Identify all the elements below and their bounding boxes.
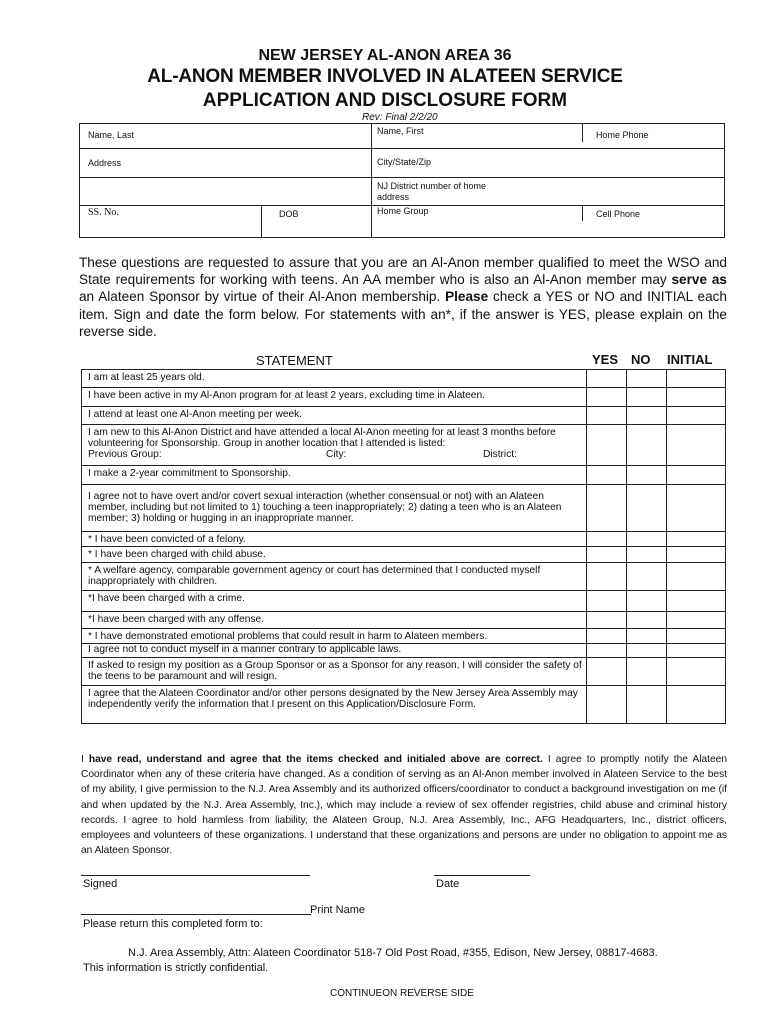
applicant-info-table [79,123,725,238]
dob-field[interactable]: DOB [279,209,299,219]
statement-row: I make a 2-year commitment to Sponsorship. [82,465,587,484]
city-state-zip-field[interactable]: City/State/Zip [377,157,432,167]
signed-label: Signed [83,878,118,890]
statement-row: I agree not to conduct myself in a manner contrary to applicable laws. [82,643,587,657]
statement-row: I am at least 25 years old. [88,372,205,383]
statement-row: I agree that the Alateen Coordinator and/or other persons designated by the New Jersey Area Assembly may independently verify the information that I present on this Application/Disclosure Form. [82,685,587,725]
print-name-line[interactable] [81,914,311,915]
statement-row: * I have demonstrated emotional problems that could result in harm to Alateen members. [82,628,587,643]
revision-note: Rev: Final 2/2/20 [362,112,438,123]
statement-row: If asked to resign my position as a Group Sponsor or as a Sponsor for any reason, I will consider the safety of the teens to be paramount and will resign. [82,657,587,685]
previous-group-line [88,449,583,460]
statements-table [81,369,586,724]
answer-grid[interactable] [586,369,726,724]
statement-row: *I have been charged with any offense. [82,611,587,628]
previous-group-city-label: City: [326,449,347,460]
agreement-paragraph: I have read, understand and agree that the items checked and initialed above are correct. I agree to promptly notify the Alateen Coordinator when any of these criteria have changed. As a condition of serving as an Al-Anon member involved in Alateen Service to the best of my ability, I give permission to the N.J. Area Assembly and its authorized officers/coordinator to conduct a background investigation on me (if and when updated by the N.J. Area Assembly, Inc.), which may include a review of sex offender registries, child abuse and criminal history records. I agree to hold harmless from liability, the Alateen Group, N.J. Area Assembly, Inc., AFG Headquarters, Inc., district officers, employees and volunteers of these organizations. I understand that these organizations and persons are under no obligation to appoint me as an Alateen Sponsor. [81,754,727,857]
statement-row: * I have been convicted of a felony. [82,531,587,546]
name-first-field[interactable]: Name, First [377,126,424,136]
statement-column-header: STATEMENT [256,353,333,368]
return-address: N.J. Area Assembly, Attn: Alateen Coordinator 518-7 Old Post Road, #355, Edison, New Jersey, 08817-4683. [128,947,658,959]
yes-column-header: YES [592,352,619,367]
previous-group-label: Previous Group: [88,449,162,460]
area-title: NEW JERSEY AL-ANON AREA 36 [258,47,512,64]
instructions-paragraph: These questions are requested to assure that you are an Al-Anon member qualified to meet the WSO and State requirements for working with teens. An AA member who is also an Al-Anon member may serve as an Alateen Sponsor by virtue of their Al-Anon membership. Please check a YES or NO and INITIAL each item. Sign and date the form below. For statements with an*, if the answer is YES, please explain on the reverse side. [79,255,727,339]
confidential-note: This information is strictly confidential. [83,962,269,974]
statement-row [82,424,587,465]
statement-row: * A welfare agency, comparable government agency or court has determined that I conducted myself inappropriately with children. [82,562,587,590]
print-name-label: Print Name [310,904,366,916]
previous-group-district-label: District: [483,449,517,460]
statement-row: * I have been charged with child abuse. [82,546,587,562]
statement-row: I have been active in my Al-Anon program for at least 2 years, excluding time in Alateen. [82,387,587,406]
date-line[interactable] [434,875,530,876]
statement-row: I agree not to have overt and/or covert sexual interaction (whether consensual or not) with an Alateen member, including but not limited to 1) touching a teen inappropriately; 2) dating a teen who is an Alateen member; 3) holding or hugging in an inappropriate manner. [82,484,587,531]
cell-phone-field[interactable]: Cell Phone [596,209,641,219]
nj-district-field[interactable]: NJ District number of home [377,181,487,191]
name-last-field[interactable]: Name, Last [88,130,135,140]
statement-text: I am new to this Al-Anon District and have attended a local Al-Anon meeting for at least 3 months before volunteering for Sponsorship. Group in another location that I attended is listed: [88,427,556,449]
statement-row: I attend at least one Al-Anon meeting per week. [82,406,587,424]
statement-row: *I have been charged with a crime. [82,590,587,611]
return-instruction: Please return this completed form to: [83,918,263,930]
form-title-line1: AL-ANON MEMBER INVOLVED IN ALATEEN SERVICE [147,66,623,87]
address-field[interactable]: Address [88,158,122,168]
date-label: Date [436,878,460,890]
ss-no-field[interactable]: SS. No. [88,207,119,218]
signed-line[interactable] [81,875,310,876]
no-column-header: NO [631,352,651,367]
form-title-line2: APPLICATION AND DISCLOSURE FORM [202,90,568,111]
continue-reverse-note: CONTINUEON REVERSE SIDE [330,988,474,999]
initial-column-header: INITIAL [667,352,713,367]
home-group-field[interactable]: Home Group [377,206,429,216]
home-phone-field[interactable]: Home Phone [596,130,649,140]
nj-district-field-line2: address [377,192,410,202]
